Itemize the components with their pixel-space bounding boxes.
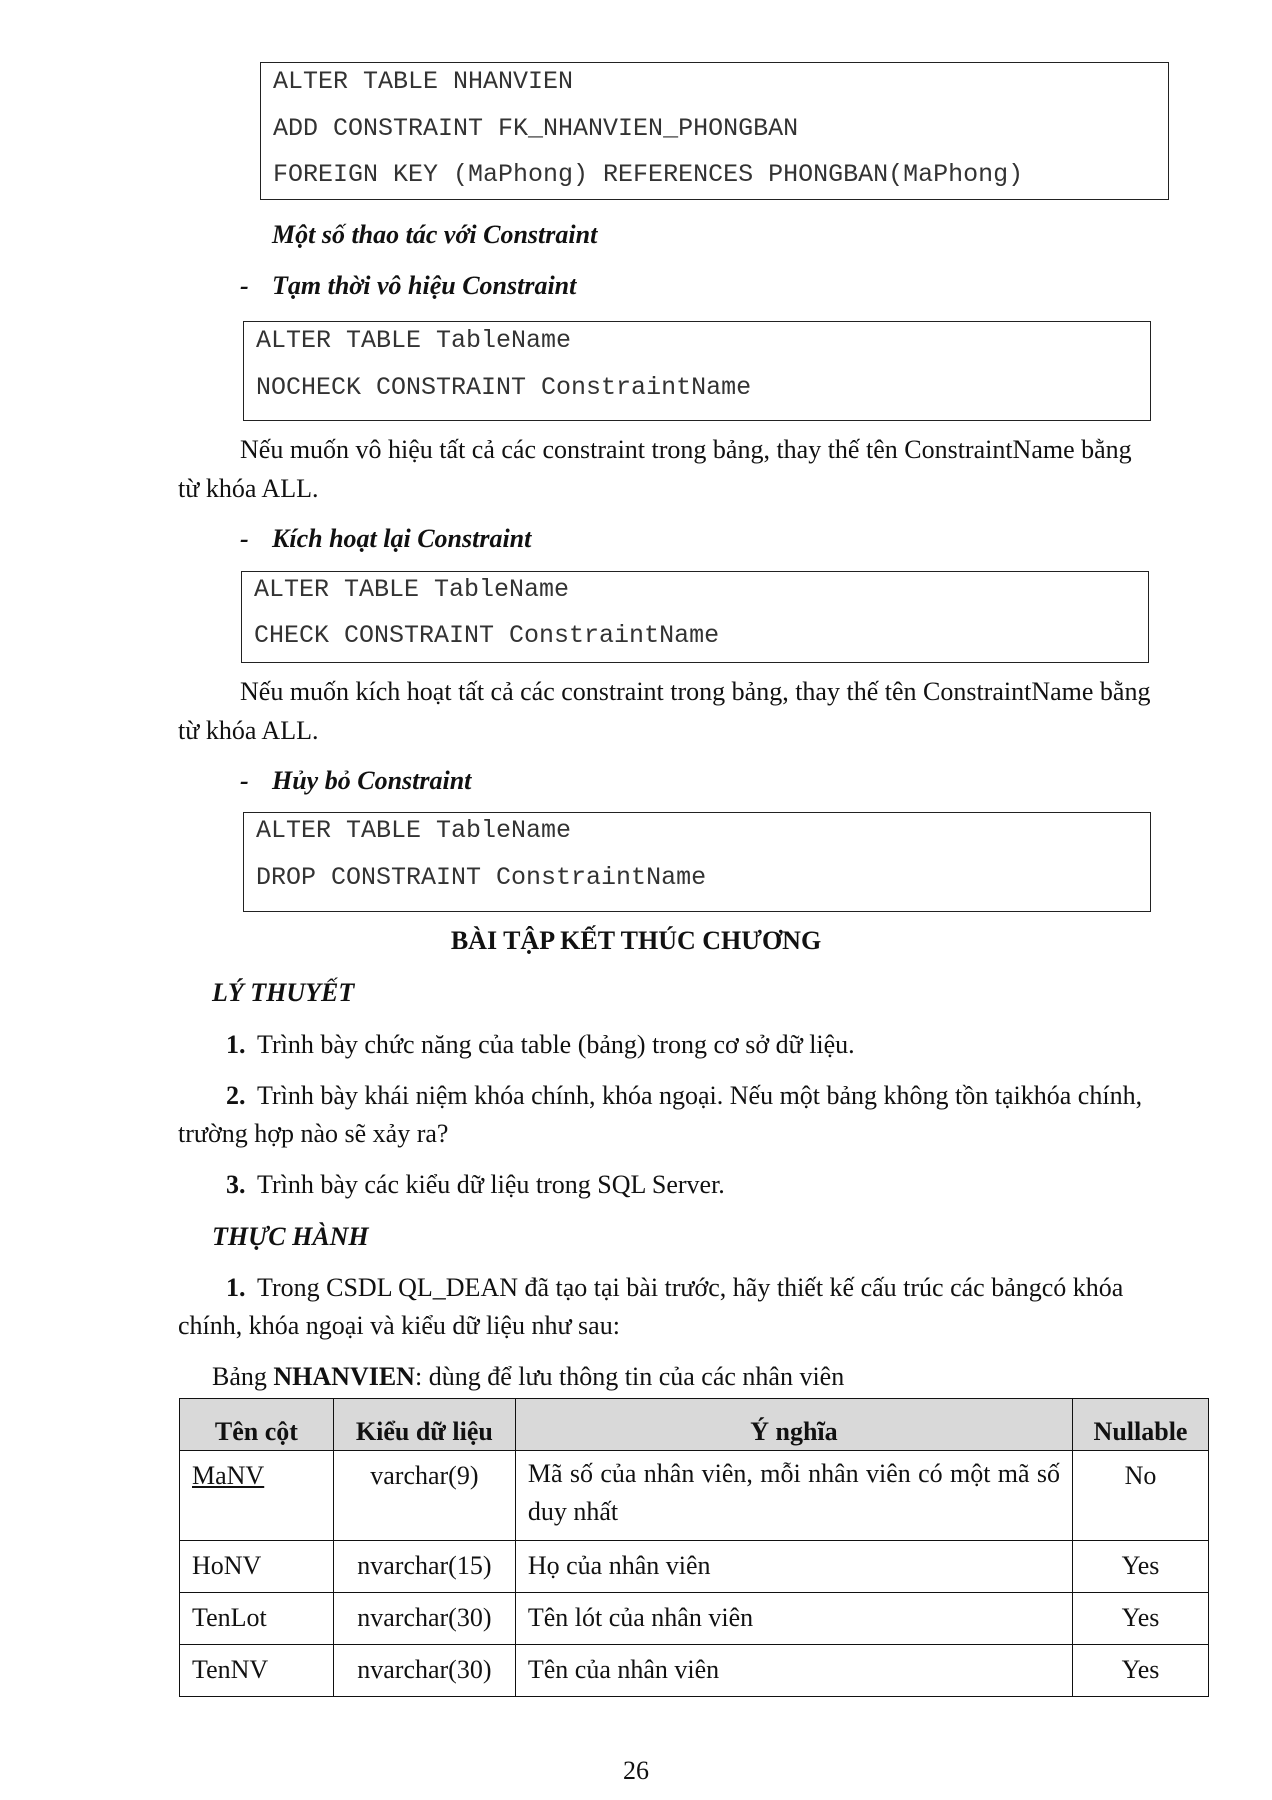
table-cell: Yes <box>1073 1645 1209 1697</box>
enable-note-line-1: Nếu muốn kích hoạt tất cả các constraint trong bảng, thay thế tên ConstraintName bằng <box>240 677 1151 706</box>
bullet-dash: - <box>240 766 249 795</box>
bullet-dash: - <box>240 271 249 300</box>
theory-item-3-text: Trình bày các kiểu dữ liệu trong SQL Server. <box>257 1170 725 1199</box>
drop-heading: Hủy bỏ Constraint <box>272 766 472 795</box>
table-cell: TenLot <box>180 1593 334 1645</box>
table-cell: HoNV <box>180 1541 334 1593</box>
practice-item-text-2: chính, khóa ngoại và kiểu dữ liệu như sau: <box>178 1311 620 1340</box>
code-line: ALTER TABLE TableName <box>256 326 572 355</box>
table-cell: Tên của nhân viên <box>515 1645 1072 1697</box>
caption-prefix: Bảng <box>212 1362 274 1391</box>
code-line: ADD CONSTRAINT FK_NHANVIEN_PHONGBAN <box>273 114 799 143</box>
disable-note-line-1: Nếu muốn vô hiệu tất cả các constraint trong bảng, thay thế tên ConstraintName bằng <box>240 435 1132 464</box>
code-line: ALTER TABLE TableName <box>254 575 570 604</box>
table-caption <box>212 1362 844 1392</box>
enable-note-line-2: từ khóa ALL. <box>178 716 319 745</box>
bullet-dash: - <box>240 524 249 553</box>
theory-item-2-text-1: Trình bày khái niệm khóa chính, khóa ngoại. Nếu một bảng không tồn tạikhóa chính, <box>257 1081 1143 1110</box>
ops-heading: Một số thao tác với Constraint <box>272 220 598 249</box>
theory-item-2-text-2: trường hợp nào sẽ xảy ra? <box>178 1119 449 1148</box>
theory-item-3-num: 3. <box>226 1170 246 1199</box>
theory-item-1-num: 1. <box>226 1030 246 1059</box>
table-cell: nvarchar(30) <box>333 1593 515 1645</box>
chapter-title: BÀI TẬP KẾT THÚC CHƯƠNG <box>450 926 822 955</box>
practice-heading: THỰC HÀNH <box>212 1222 369 1251</box>
table-cell: Yes <box>1073 1593 1209 1645</box>
nhanvien-table <box>179 1398 1209 1697</box>
practice-item-num: 1. <box>226 1273 246 1302</box>
theory-heading: LÝ THUYẾT <box>212 978 355 1007</box>
table-cell: nvarchar(30) <box>333 1645 515 1697</box>
page-number: 26 <box>623 1756 649 1785</box>
table-row <box>180 1593 1209 1645</box>
disable-heading: Tạm thời vô hiệu Constraint <box>272 271 577 300</box>
code-line: DROP CONSTRAINT ConstraintName <box>256 863 707 892</box>
theory-item-1-text: Trình bày chức năng của table (bảng) trong cơ sở dữ liệu. <box>257 1030 855 1059</box>
table-header: Tên cột <box>180 1399 334 1451</box>
practice-item-text-1: Trong CSDL QL_DEAN đã tạo tại bài trước, hãy thiết kế cấu trúc các bảngcó khóa <box>257 1273 1124 1302</box>
table-row <box>180 1451 1209 1541</box>
table-row <box>180 1645 1209 1697</box>
caption-table-name: NHANVIEN <box>273 1362 415 1391</box>
table-header: Nullable <box>1073 1399 1209 1451</box>
code-block-foreign-key <box>260 62 1169 200</box>
table-cell: Tên lót của nhân viên <box>515 1593 1072 1645</box>
code-line: NOCHECK CONSTRAINT ConstraintName <box>256 373 752 402</box>
caption-suffix: : dùng để lưu thông tin của các nhân viên <box>414 1362 845 1391</box>
table-row <box>180 1541 1209 1593</box>
table-cell: TenNV <box>180 1645 334 1697</box>
code-line: FOREIGN KEY (MaPhong) REFERENCES PHONGBAN(MaPhong) <box>273 160 1024 189</box>
table-cell: Yes <box>1073 1541 1209 1593</box>
enable-heading: Kích hoạt lại Constraint <box>272 524 532 553</box>
code-block-check <box>241 571 1149 663</box>
code-line: ALTER TABLE NHANVIEN <box>273 67 574 96</box>
code-block-drop <box>243 812 1151 912</box>
table-header: Ý nghĩa <box>515 1399 1072 1451</box>
table-header: Kiểu dữ liệu <box>333 1399 515 1451</box>
table-cell: No <box>1073 1451 1209 1541</box>
table-cell: Họ của nhân viên <box>515 1541 1072 1593</box>
table-cell: varchar(9) <box>333 1451 515 1541</box>
disable-note-line-2: từ khóa ALL. <box>178 474 319 503</box>
code-line: ALTER TABLE TableName <box>256 816 572 845</box>
theory-item-2-num: 2. <box>226 1081 246 1110</box>
code-line: CHECK CONSTRAINT ConstraintName <box>254 621 720 650</box>
table-cell: nvarchar(15) <box>333 1541 515 1593</box>
table-cell: Mã số của nhân viên, mỗi nhân viên có một mã số duy nhất <box>515 1451 1072 1541</box>
code-block-nocheck <box>243 321 1151 421</box>
table-cell: MaNV <box>180 1451 334 1541</box>
